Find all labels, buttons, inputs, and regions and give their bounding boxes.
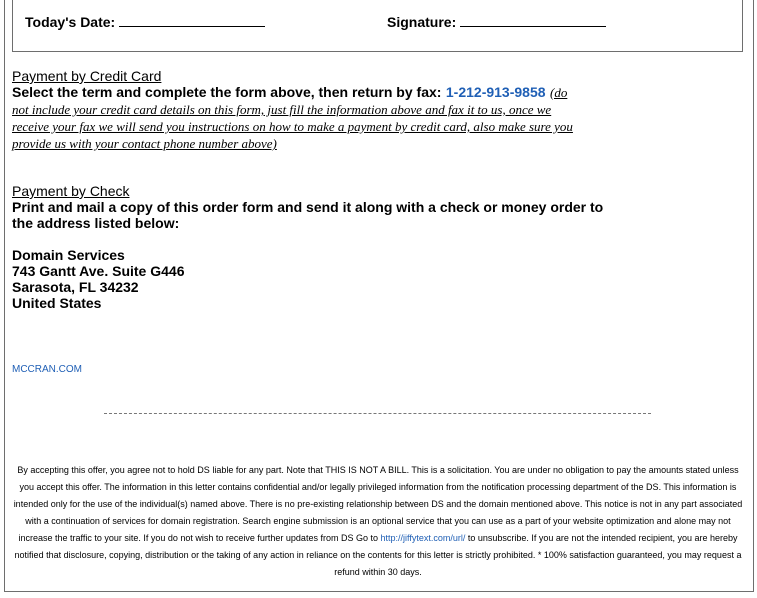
disclaimer-part2: to unsubscribe. If you are not the intended recipient, you are hereby notified that disclosure, copying, distribution or the taking of any action in reliance on the contents for this letter is strictly prohibited. * 100% satisfaction guaranteed, you may request a refund within 30 days. [14, 533, 742, 577]
signature-line[interactable] [460, 12, 606, 27]
date-line[interactable] [119, 12, 265, 27]
site-link[interactable]: MCCRAN.COM [12, 364, 82, 375]
credit-card-paragraph [12, 84, 587, 152]
signature-field-row [387, 12, 606, 30]
signature-box [12, 0, 743, 52]
address-country: United States [12, 295, 102, 311]
date-label: Today's Date: [25, 14, 116, 30]
signature-label: Signature: [387, 14, 457, 30]
disclaimer-text [10, 462, 746, 581]
credit-card-instruction: Select the term and complete the form above, then return by fax: [12, 84, 442, 100]
fax-number: 1-212-913-9858 [445, 84, 546, 100]
mailing-address [12, 247, 732, 311]
unsubscribe-link[interactable]: http://jiffytext.com/url/ [380, 533, 466, 543]
date-field-row [25, 12, 265, 30]
address-street: 743 Gantt Ave. Suite G446 [12, 263, 185, 279]
credit-card-note: (do not include your credit card details on this form, just fill the information above and fax it to us, once we receive your fax we will send you instructions on how to make a payment by credit card, also make sure you provide us with your contact phone number above) [12, 85, 573, 151]
credit-card-heading: Payment by Credit Card [12, 68, 162, 84]
disclaimer-part1: By accepting this offer, you agree not to hold DS liable for any part. Note that THIS IS NOT A BILL. This is a solicitation. You are under no obligation to pay the amounts stated unless you accept this offer. The information in this letter contains confidential and/or legally privileged information from the notification processing department of the DS. This information is intended only for the use of the individual(s) named above. There is no pre-existing relationship between DS and the domain mentioned above. This notice is not in any part associated with a continuation of services for domain registration. Search engine submission is an optional service that you can use as a part of your website optimization and alone may not increase the traffic to your site. If you do not wish to receive further updates from DS Go to [13, 465, 743, 543]
payment-instructions [12, 68, 732, 377]
check-instruction-line1: Print and mail a copy of this order form and send it along with a check or money order to [12, 199, 604, 215]
address-name: Domain Services [12, 247, 125, 263]
address-city: Sarasota, FL 34232 [12, 279, 139, 295]
site-link-row [12, 359, 732, 377]
dashed-divider [104, 413, 651, 414]
check-instruction-line2: the address listed below: [12, 215, 180, 231]
check-heading: Payment by Check [12, 183, 130, 199]
